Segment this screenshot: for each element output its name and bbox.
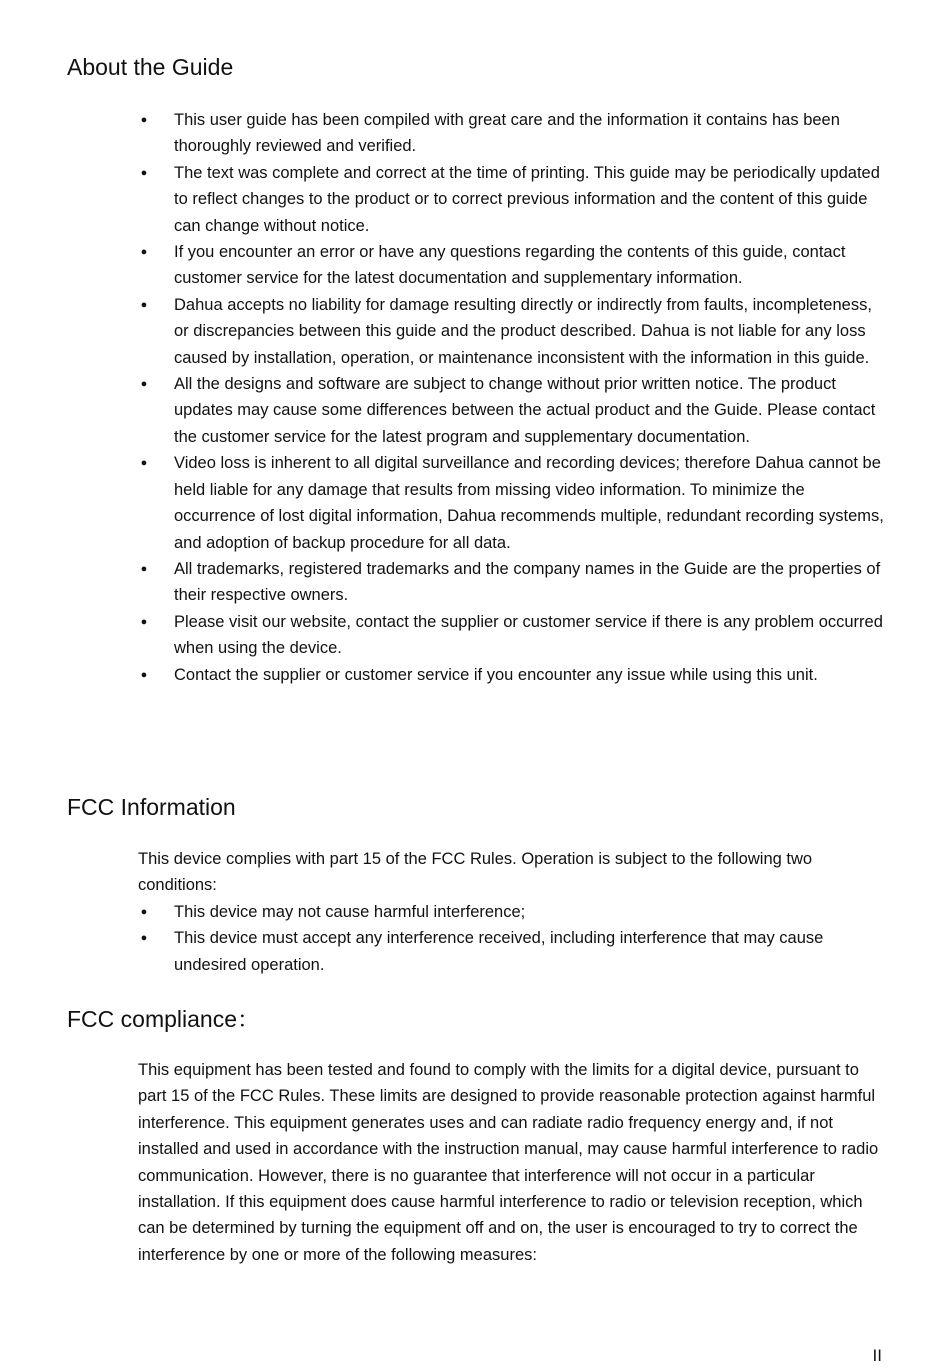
list-item xyxy=(138,450,888,556)
list-item xyxy=(138,160,888,239)
bullet-icon: ● xyxy=(140,166,148,179)
section-title-fcc-information: FCC Information xyxy=(67,794,236,820)
list-item xyxy=(138,371,888,450)
list-item xyxy=(138,925,888,978)
list-item xyxy=(138,556,888,609)
list-item-text: Dahua accepts no liability for damage resulting directly or indirectly from faults, incompleteness, or discrepancies between this guide and the product described. Dahua is not liable for any loss caused by installation, operation, or maintenance inconsistent with the information in this guide. xyxy=(174,295,872,367)
list-item-text: Please visit our website, contact the supplier or customer service if there is any problem occurred when using the device. xyxy=(174,612,883,658)
bullet-icon: ● xyxy=(140,668,148,681)
page-number: II xyxy=(872,1346,882,1365)
bullet-icon: ● xyxy=(140,114,148,126)
list-item xyxy=(138,662,888,688)
bullet-icon: ● xyxy=(140,378,148,391)
list-item-text: All the designs and software are subject to change without prior written notice. The product updates may cause some differences between the actual product and the Guide. Please contact the customer service for the latest program and supplementary documentation. xyxy=(174,375,876,446)
list-item-text: This device may not cause harmful interference; xyxy=(174,903,526,921)
list-item xyxy=(138,899,888,925)
list-item-text: If you encounter an error or have any questions regarding the contents of this guide, contact customer service for the latest documentation and supplementary information. xyxy=(174,243,846,288)
list-item-text: This user guide has been compiled with great care and the information it contains has been thoroughly reviewed and verified. xyxy=(174,111,840,156)
list-item-text: The text was complete and correct at the time of printing. This guide may be periodically updated to reflect changes to the product or to correct previous information and the content of this guide can change without notice. xyxy=(174,163,880,235)
list-item xyxy=(138,292,888,371)
list-item xyxy=(138,107,888,160)
section-title-about-guide: About the Guide xyxy=(67,54,234,80)
section-title-fcc-compliance: FCC compliance： xyxy=(67,1006,260,1032)
fcc-conditions-list xyxy=(138,899,888,978)
fcc-information-intro: This device complies with part 15 of the FCC Rules. Operation is subject to the following two conditions: xyxy=(138,850,813,895)
list-item-text: Video loss is inherent to all digital surveillance and recording devices; therefore Dahua cannot be held liable for any damage that results from missing video information. To minimize the occurrence of lost digital information, Dahua recommends multiple, redundant recording systems, and adoption of backup procedure for all data. xyxy=(174,454,884,552)
fcc-compliance-body: This equipment has been tested and found to comply with the limits for a digital device, pursuant to part 15 of the FCC Rules. These limits are designed to provide reasonable protection against harmful interference. This equipment generates uses and can radiate radio frequency energy and, if not installed and used in accordance with the instruction manual, may cause harmful interference to radio communication. However, there is no guarantee that interference will not occur in a particular installation. If this equipment does cause harmful interference to radio or television reception, which can be determined by turning the equipment off and on, the user is encouraged to try to correct the interference by one or more of the following measures: xyxy=(138,1061,879,1264)
bullet-icon: ● xyxy=(140,562,148,575)
list-item-text: All trademarks, registered trademarks and the company names in the Guide are the properties of their respective owners. xyxy=(174,559,881,605)
list-item-text: This device must accept any interference received, including interference that may cause undesired operation. xyxy=(174,929,824,974)
about-guide-list xyxy=(138,107,888,688)
bullet-icon: ● xyxy=(140,615,148,628)
list-item xyxy=(138,609,888,662)
bullet-icon: ● xyxy=(140,298,148,311)
bullet-icon: ● xyxy=(140,906,148,918)
bullet-icon: ● xyxy=(140,932,148,945)
list-item xyxy=(138,239,888,292)
list-item-text: Contact the supplier or customer service if you encounter any issue while using this unit. xyxy=(174,665,818,684)
bullet-icon: ● xyxy=(140,246,148,259)
bullet-icon: ● xyxy=(140,457,148,470)
